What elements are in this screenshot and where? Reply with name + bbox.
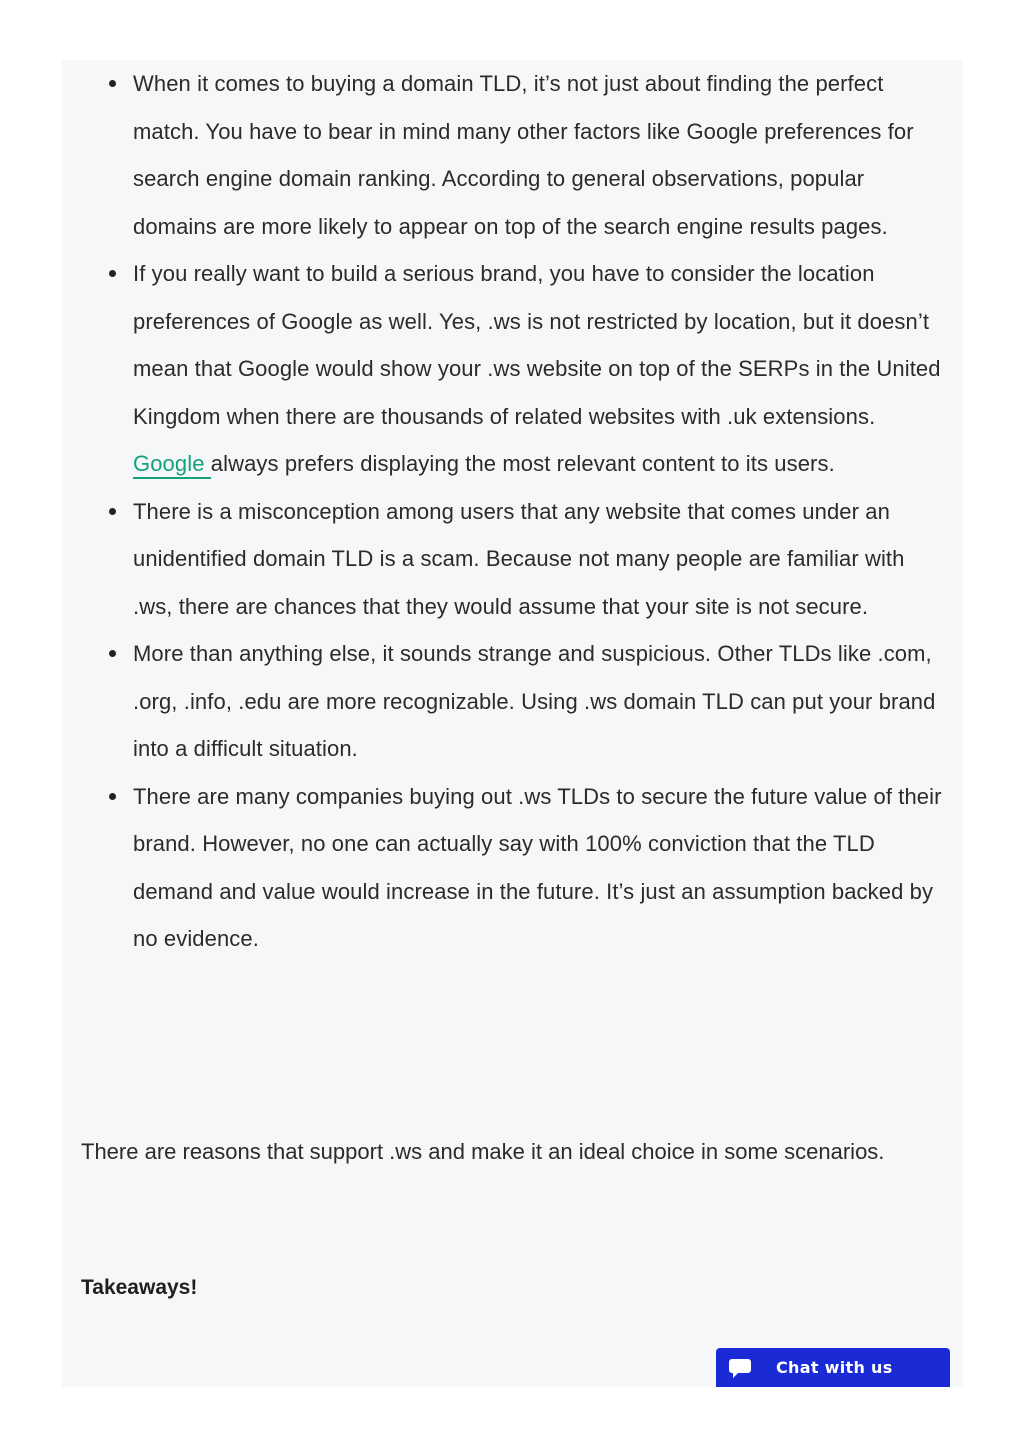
list-item [62,250,963,488]
list-item [62,630,963,773]
google-link[interactable]: Google [133,451,211,479]
section-heading: Takeaways! [81,1276,198,1299]
chat-bubble-icon [728,1356,752,1380]
bullet-list [62,60,963,963]
chat-with-us-button[interactable] [716,1348,950,1387]
list-item [62,488,963,631]
bullet-text: When it comes to buying a domain TLD, it’s not just about finding the perfect match. You have to bear in mind many other factors like Google preferences for search engine domain ranking. According to general observations, popular domains are more likely to appear on top of the search engine results pages. [133,71,914,239]
list-item [62,60,963,250]
bullet-text: There is a misconception among users that any website that comes under an unidentified domain TLD is a scam. Because not many people are familiar with .ws, there are chances that they would assume that your site is not secure. [133,498,905,619]
body-paragraph: There are reasons that support .ws and make it an ideal choice in some scenarios. [81,1139,885,1164]
bullet-text: always prefers displaying the most relevant content to its users. [210,451,835,476]
article-content [62,60,963,1387]
list-item [62,773,963,963]
bullet-text: There are many companies buying out .ws TLDs to secure the future value of their brand. However, no one can actually say with 100% conviction that the TLD demand and value would increase in the future. It’s just an assumption backed by no evidence. [133,783,942,951]
bullet-text: If you really want to build a serious brand, you have to consider the location preferences of Google as well. Yes, .ws is not restricted by location, but it doesn’t mean that Google would show your .ws website on top of the SERPs in the United Kingdom when there are thousands of related websites with .uk extensions. [133,261,941,429]
bullet-text: More than anything else, it sounds strange and suspicious. Other TLDs like .com, .org, .info, .edu are more recognizable. Using .ws domain TLD can put your brand into a difficult situation. [133,641,936,761]
chat-label: Chat with us [776,1358,893,1377]
